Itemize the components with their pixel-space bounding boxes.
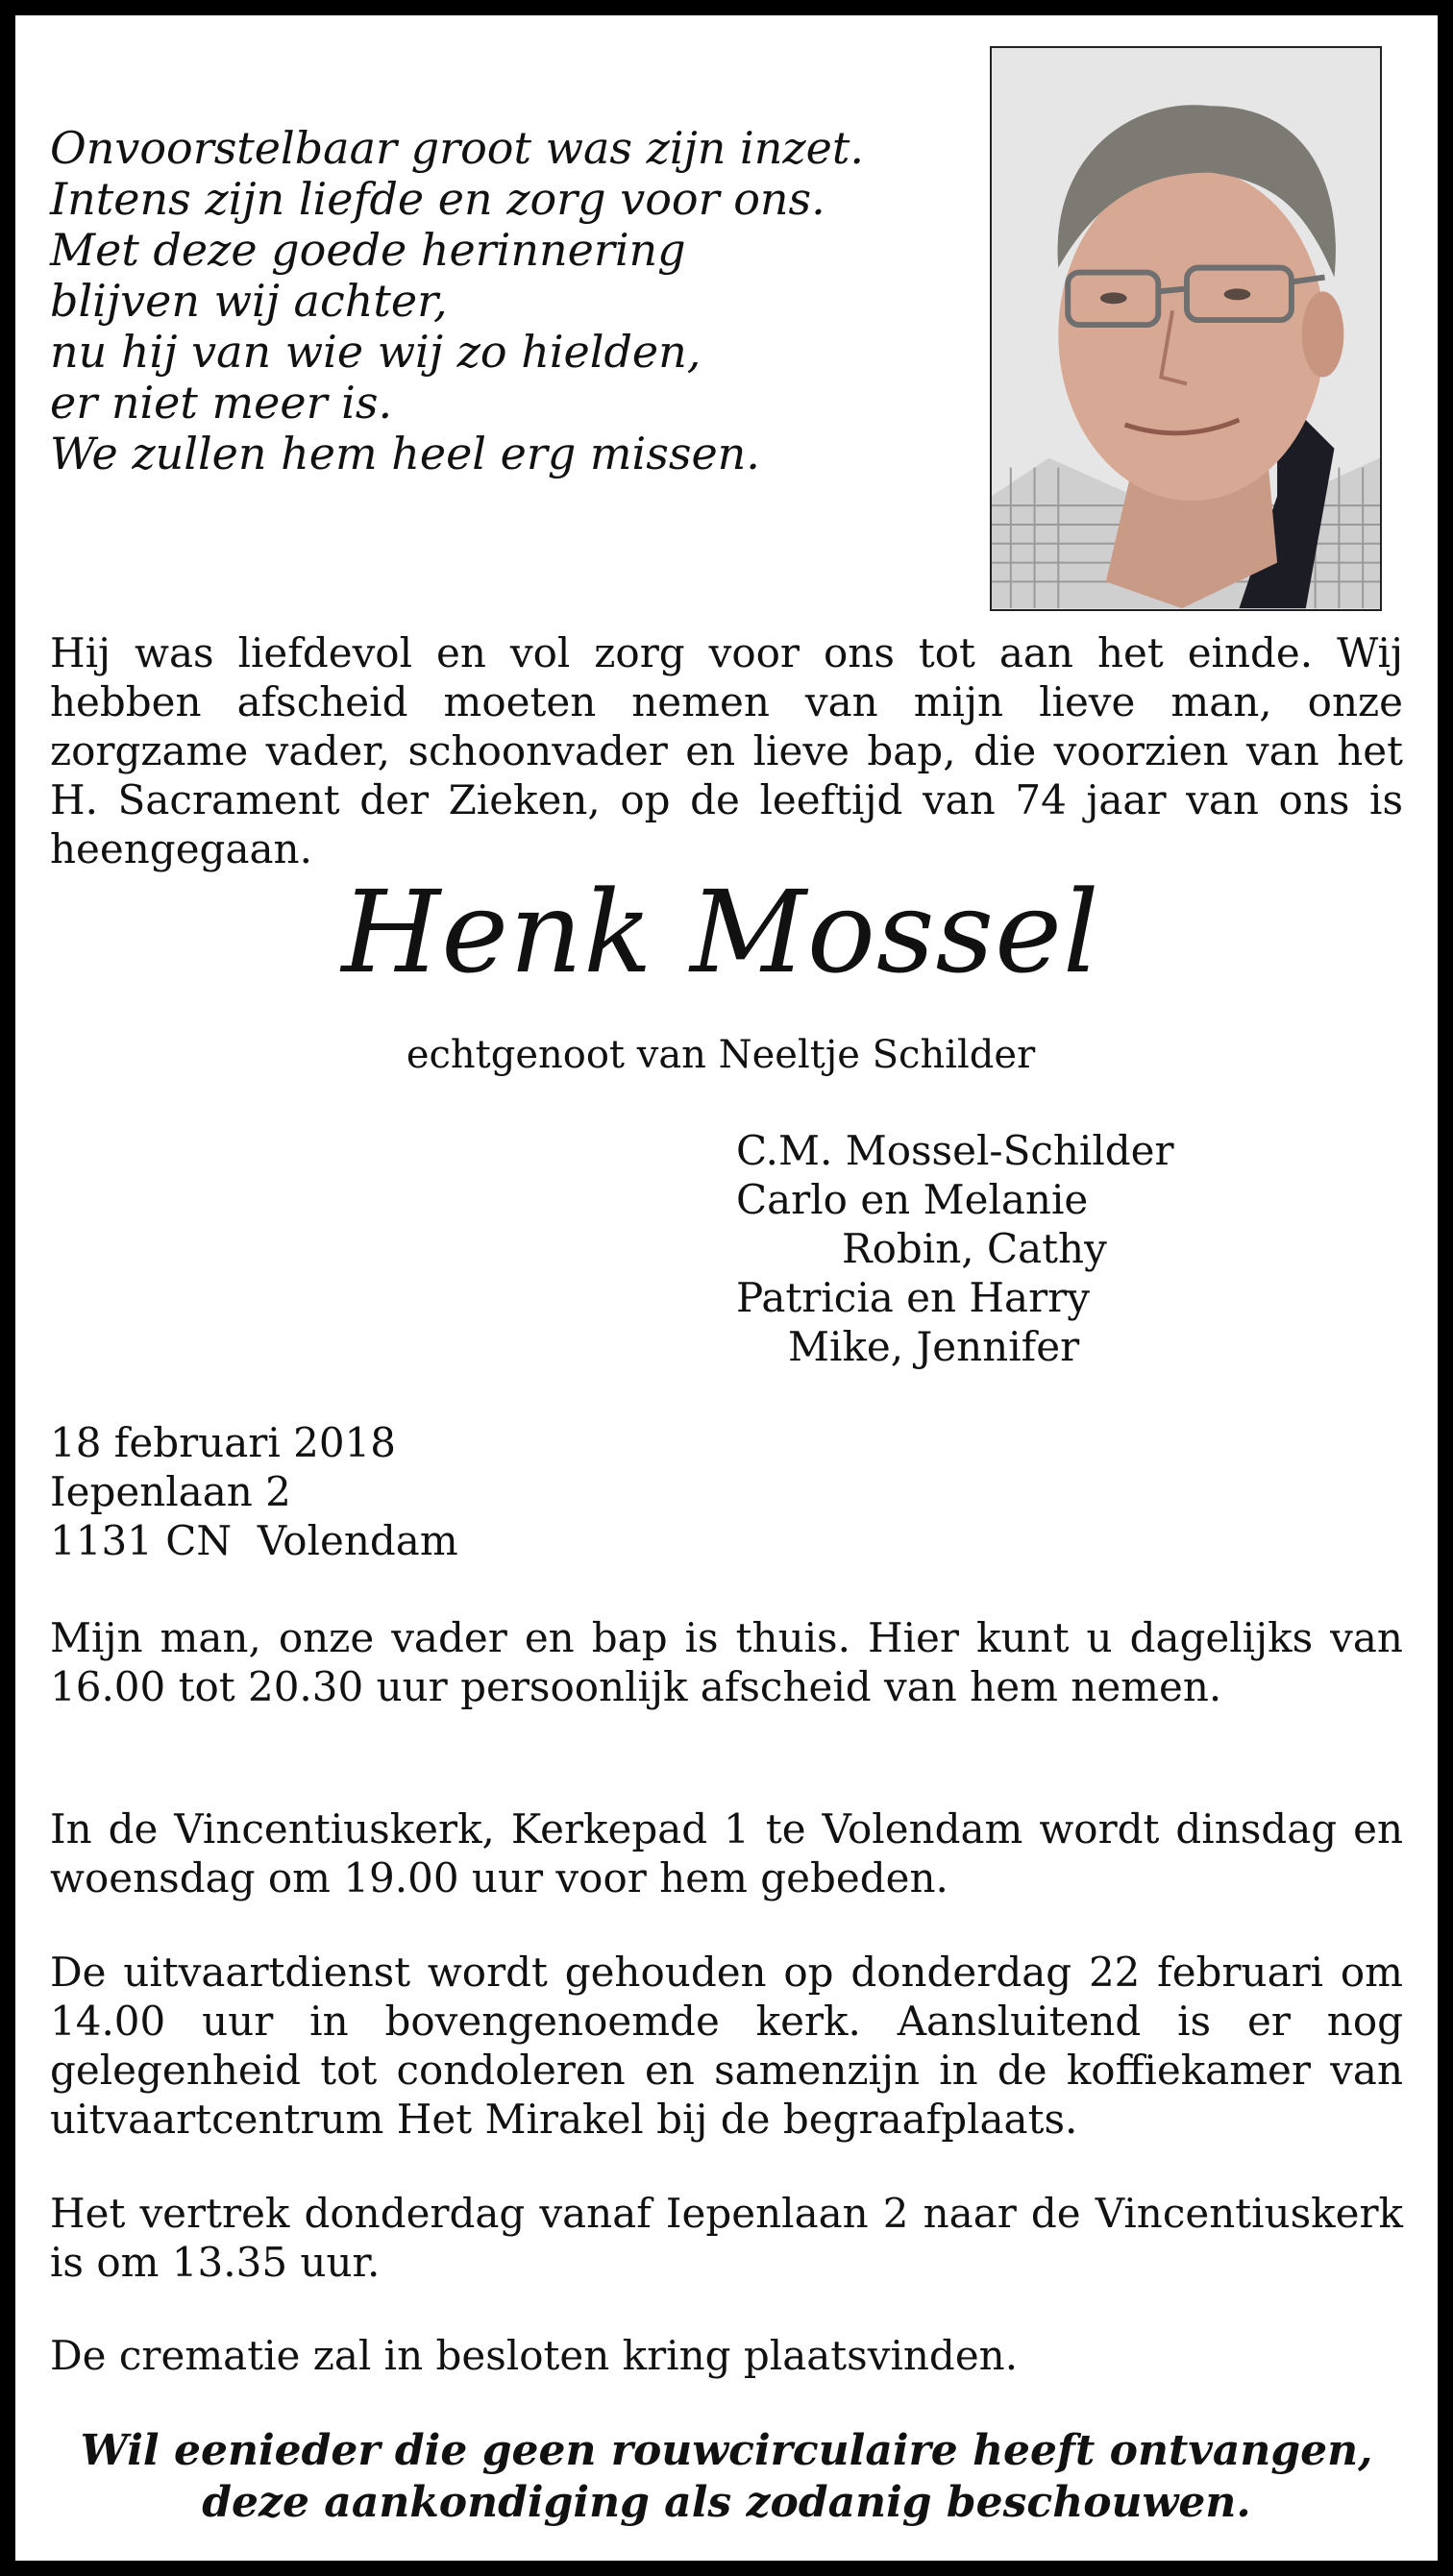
street: Iepenlaan 2 bbox=[50, 1468, 291, 1515]
prayer-paragraph: In de Vincentiuskerk, Kerkepad 1 te Volendam wordt dinsdag en woensdag om 19.00 uur voor hem gebeden. bbox=[50, 1805, 1403, 1901]
deceased-name: Henk Mossel bbox=[341, 866, 1100, 998]
closing-line: deze aankondiging als zodanig beschouwen. bbox=[202, 2478, 1251, 2527]
poem-line: er niet meer is. bbox=[50, 377, 393, 429]
service-paragraph: De uitvaartdienst wordt gehouden op donderdag 22 februari om 14.00 uur in bovengenoemde kerk. Aansluitend is er nog gelegenheid tot condoleren en samenzijn in de koffiekamer van uitvaartcentrum Het Mirakel bij de begraafplaats. bbox=[50, 1949, 1403, 2143]
intro-paragraph: Hij was liefdevol en vol zorg voor ons tot aan het einde. Wij hebben afscheid moeten nemen van mijn lieve man, onze zorgzame vader, schoonvader en lieve bap, die voorzien van het H. Sacrament der Zieken, op de leeftijd van 74 jaar van ons is heengegaan. bbox=[50, 629, 1403, 872]
poem-line: blijven wij achter, bbox=[50, 275, 448, 327]
closing-line: Wil eenieder die geen rouwcirculaire heeft ontvangen, bbox=[80, 2426, 1373, 2475]
family-line: Patricia en Harry bbox=[736, 1274, 1090, 1321]
poem-line: Met deze goede herinnering bbox=[50, 224, 686, 276]
departure-paragraph: Het vertrek donderdag vanaf Iepenlaan 2 naar de Vincentiuskerk is om 13.35 uur. bbox=[50, 2190, 1403, 2286]
family-line: Carlo en Melanie bbox=[736, 1176, 1089, 1223]
home-paragraph: Mijn man, onze vader en bap is thuis. Hier kunt u dagelijks van 16.00 tot 20.30 uur persoonlijk afscheid van hem nemen. bbox=[50, 1614, 1403, 1710]
portrait-photo bbox=[990, 46, 1382, 611]
poem bbox=[50, 123, 915, 479]
cremation-paragraph: De crematie zal in besloten kring plaatsvinden. bbox=[50, 2332, 1019, 2379]
poem-line: Onvoorstelbaar groot was zijn inzet. bbox=[50, 122, 864, 174]
poem-line: We zullen hem heel erg missen. bbox=[50, 428, 760, 479]
poem-line: Intens zijn liefde en zorg voor ons. bbox=[50, 173, 825, 225]
spouse-line: echtgenoot van Neeltje Schilder bbox=[406, 1033, 1036, 1077]
family-list bbox=[736, 1126, 1313, 1371]
address-block bbox=[50, 1418, 819, 1565]
closing-note bbox=[50, 2425, 1403, 2529]
family-line: Mike, Jennifer bbox=[788, 1323, 1080, 1370]
date: 18 februari 2018 bbox=[50, 1419, 396, 1466]
city: 1131 CN Volendam bbox=[50, 1517, 458, 1564]
poem-line: nu hij van wie wij zo hielden, bbox=[50, 326, 702, 378]
family-line: Robin, Cathy bbox=[842, 1225, 1107, 1272]
family-line: C.M. Mossel-Schilder bbox=[736, 1127, 1174, 1174]
